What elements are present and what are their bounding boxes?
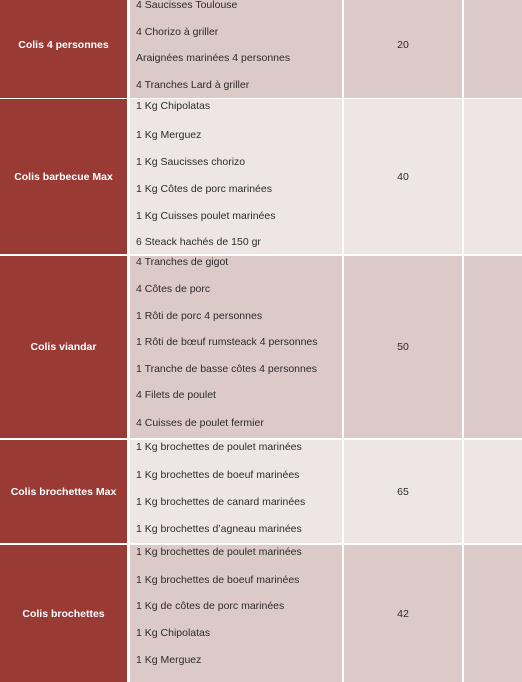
list-item: 4 Chorizo à griller [130,19,342,46]
package-items [130,99,342,254]
package-items [130,0,342,98]
package-items [130,545,342,682]
list-item: 4 Saucisses Toulouse [130,0,342,19]
list-item: 1 Kg brochettes de boeuf marinées [130,566,342,593]
package-items [130,256,342,438]
package-name: Colis brochettes [0,545,130,682]
package-price: 40 [344,99,462,254]
package-name: Colis 4 personnes [0,0,130,98]
package-name: Colis viandar [0,256,130,438]
list-item: 1 Rôti de bœuf rumsteack 4 personnes [130,329,342,356]
list-item: 1 Kg Cuisses poulet marinées [130,202,342,229]
table-row [0,0,522,98]
empty-cell [464,99,522,254]
empty-cell [464,545,522,682]
table-row [0,99,522,254]
table-row [0,256,522,438]
list-item: 1 Kg Saucisses chorizo [130,148,342,175]
package-name: Colis brochettes Max [0,440,130,543]
table-row [0,440,522,543]
package-price: 50 [344,256,462,438]
list-item: 1 Kg Chipolatas [130,99,342,121]
package-name: Colis barbecue Max [0,99,130,254]
list-item: 1 Kg brochettes de poulet marinées [130,440,342,461]
list-item: 1 Kg brochettes d’agneau marinées [130,515,342,543]
list-item: Araignées marinées 4 personnes [130,45,342,72]
list-item: 1 Kg brochettes de poulet marinées [130,545,342,566]
list-item: 1 Kg Merguez [130,646,342,682]
list-item: 4 Filets de poulet [130,382,342,409]
empty-cell [464,0,522,98]
list-item: 1 Kg Merguez [130,121,342,148]
list-item: 1 Kg brochettes de boeuf marinées [130,461,342,488]
list-item: 1 Kg de côtes de porc marinées [130,593,342,620]
table-row [0,545,522,682]
list-item: 4 Cuisses de poulet fermier [130,409,342,439]
list-item: 1 Kg Chipolatas [130,620,342,647]
empty-cell [464,440,522,543]
list-item: 1 Tranche de basse côtes 4 personnes [130,356,342,383]
list-item: 1 Kg brochettes de canard marinées [130,488,342,515]
package-price: 42 [344,545,462,682]
list-item: 4 Côtes de porc [130,276,342,303]
list-item: 4 Tranches Lard à griller [130,72,342,99]
package-price: 20 [344,0,462,98]
list-item: 4 Tranches de gigot [130,256,342,276]
package-price: 65 [344,440,462,543]
package-items [130,440,342,543]
empty-cell [464,256,522,438]
list-item: 1 Rôti de porc 4 personnes [130,303,342,330]
list-item: 6 Steack hachés de 150 gr [130,229,342,254]
list-item: 1 Kg Côtes de porc marinées [130,175,342,202]
